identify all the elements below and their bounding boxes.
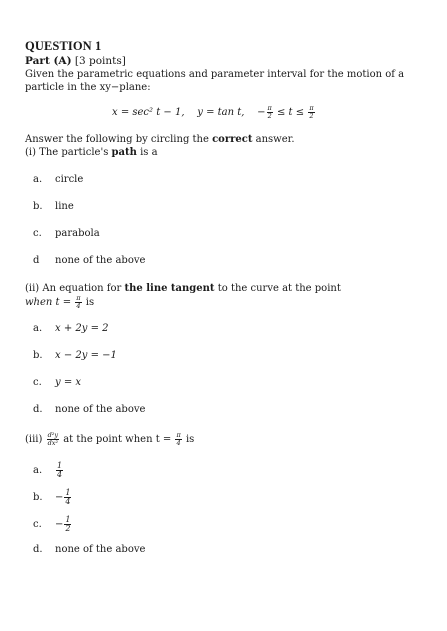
sub2-option-a[interactable]: a. x + 2y = 2	[33, 323, 109, 334]
sub3-option-b-frac: $\frac{1}{4}$	[65, 488, 71, 506]
sub2-option-c[interactable]: c. y = x	[33, 377, 82, 388]
sub2-t-frac: $\frac{\pi}{4}$	[76, 294, 81, 310]
sub1-option-a[interactable]: a. circle	[33, 174, 84, 185]
sub2-option-b[interactable]: b. x − 2y = −1	[33, 350, 117, 361]
part-header	[25, 55, 126, 67]
instruction-line: Answer the following by circling the correct answer.	[25, 134, 295, 145]
sub3-prompt: (iii) $\frac{\text{d²y}}{\text{dx²}}$ at the point when t = $\frac{\pi}{4}$ is	[25, 431, 195, 447]
interval-upper-frac: $\frac{\pi}{2}$	[309, 104, 314, 120]
sub1-option-c[interactable]: c. parabola	[33, 228, 100, 239]
sub2-prompt-line1: (ii) An equation for the line tangent to the curve at the point	[25, 283, 341, 294]
sub1-prompt: (i) The particle's path is a	[25, 147, 158, 158]
sub2-prompt-line2: when t = $\frac{\pi}{4}$ is	[25, 294, 95, 310]
equation-x: x = sec² t − 1,	[112, 107, 185, 118]
part-label: Part (A)	[25, 55, 72, 67]
question-title: QUESTION 1	[25, 39, 102, 53]
sub3-option-a[interactable]: a. $\frac{1}{4}$	[33, 461, 63, 479]
sub1-option-d[interactable]: d none of the above	[33, 255, 146, 266]
sub3-option-b[interactable]: b. − $\frac{1}{4}$	[33, 488, 71, 506]
parametric-equations	[112, 105, 316, 120]
points-label: 3 points	[79, 55, 122, 67]
points-bracket-open: [	[74, 55, 79, 67]
sub3-option-c[interactable]: c. − $\frac{1}{2}$	[33, 515, 71, 533]
second-derivative-frac: $\frac{\text{d²y}}{\text{dx²}}$	[47, 431, 59, 447]
equation-y: y = tan t,	[197, 107, 245, 118]
sub3-option-a-frac: $\frac{1}{4}$	[57, 461, 63, 479]
intro-line-1: Given the parametric equations and parameter interval for the motion of a	[25, 69, 405, 80]
points-bracket-close: ]	[121, 55, 126, 67]
interval-minus: −	[257, 107, 266, 118]
interval-lower-frac: $\frac{\pi}{2}$	[267, 104, 272, 120]
sub3-t-frac: $\frac{\pi}{4}$	[176, 431, 181, 447]
sub3-option-d[interactable]: d. none of the above	[33, 544, 146, 555]
interval-middle: ≤ t ≤	[277, 107, 305, 118]
sub2-option-d[interactable]: d. none of the above	[33, 404, 146, 415]
intro-line-2: particle in the xy−plane:	[25, 82, 151, 93]
sub3-option-c-frac: $\frac{1}{2}$	[65, 515, 71, 533]
sub1-option-b[interactable]: b. line	[33, 201, 74, 212]
